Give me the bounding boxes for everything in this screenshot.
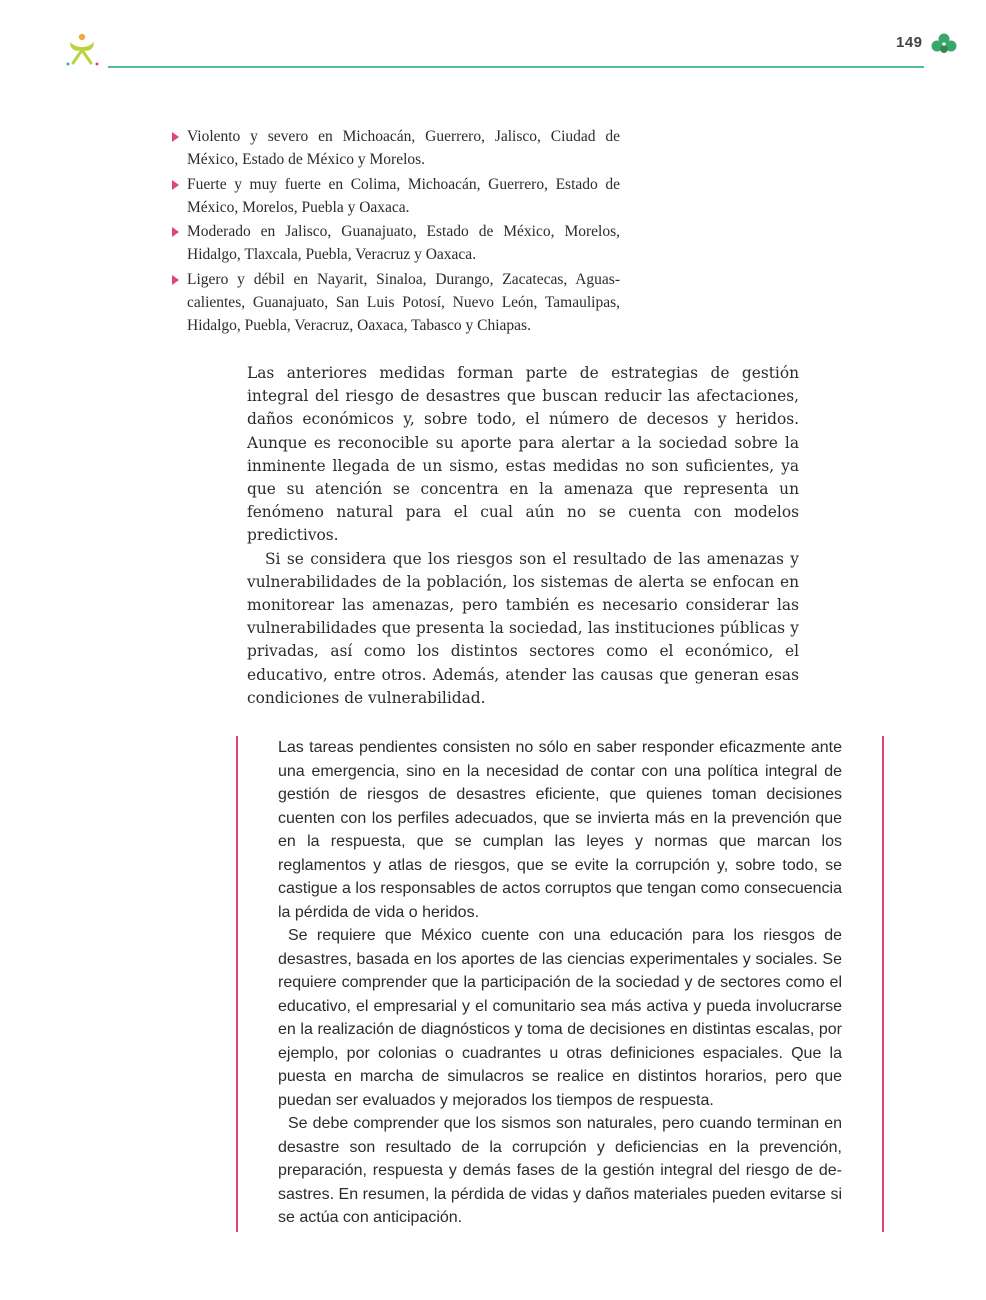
list-item-text: Violento y severo en Michoacán, Guerrero, Jalisco, Ciudad de México, Estado de México y Morelos. xyxy=(187,128,620,168)
triangle-bullet-icon xyxy=(172,275,179,285)
header-rule xyxy=(108,66,924,68)
list-item-text: Ligero y débil en Nayarit, Sinaloa, Durango, Zacatecas, Aguascalientes, Guanajuato, San Luis Potosí, Nuevo León, Tamaulipas, Hidalgo, Puebla, Veracruz, Oaxaca, Tabasco y Chiapas. xyxy=(187,270,620,334)
list-item-text: Moderado en Jalisco, Guanajuato, Estado de México, Morelos, Hidalgo, Tlaxcala, Puebla, Veracruz y Oaxaca. xyxy=(187,223,620,263)
quote-paragraph: Las tareas pendientes consisten no sólo en saber responder eficazmente ante una emergencia, sino en la necesidad de contar con una política integral de gestión de riesgos de desastres eficiente, que quienes toman decisiones cuenten con los perfiles adecuados, que se invierta más en la prevención que en la respuesta, que se cumplan las leyes y normas que marcan los reglamentos y atlas de riesgos, que se evite la corrupción y, sobre todo, se castigue a los responsables de actos corruptos que tengan como consecuencia la pérdida de vida o heridos. xyxy=(278,739,842,921)
body-paragraph: Si se considera que los riesgos son el resultado de las amenazas y vulnerabilidades de la población, los sistemas de alerta se enfocan en monitorear las amenazas, pero también es necesario considerar las vulnerabilidades que presenta la sociedad, las instituciones públicas y privadas, así como los distintos sectores como el económico, el educativo, entre otros. Además, atender las causas que generan esas condiciones de vulnerabilidad. xyxy=(247,549,799,707)
quote-text xyxy=(278,736,842,1230)
quote-left-rule xyxy=(236,736,238,1232)
body-text xyxy=(247,362,799,710)
quote-paragraph: Se debe comprender que los sismos son naturales, pero cuando terminan en desastre son resultado de la corrupción y deficiencias en la prevención, preparación, respuesta y demás fases de la gestión integral del riesgo de desastres. En resumen, la pérdida de vidas y daños materiales pueden evitarse si se actúa con anticipación. xyxy=(278,1115,842,1226)
quote-box xyxy=(236,736,884,1232)
triangle-bullet-icon xyxy=(172,132,179,142)
list-item xyxy=(170,125,620,171)
person-flower-logo-icon xyxy=(62,30,102,70)
list-item xyxy=(170,220,620,266)
quote-right-rule xyxy=(882,736,884,1232)
list-item xyxy=(170,173,620,219)
list-item-text: Fuerte y muy fuerte en Colima, Michoacán, Guerrero, Estado de México, Morelos, Puebla y Oaxaca. xyxy=(187,175,620,216)
page-number: 149 xyxy=(896,34,923,51)
triangle-bullet-icon xyxy=(172,227,179,237)
triangle-bullet-icon xyxy=(172,180,179,190)
clover-icon xyxy=(930,32,958,56)
seismic-intensity-list xyxy=(170,125,620,338)
body-paragraph: Las anteriores medidas forman parte de estrategias de gestión integral del riesgo de desastres que buscan reducir las afectaciones, daños económicos y, sobre todo, el número de decesos y heridos. Aunque es reconocible su aporte para alertar a la sociedad sobre la inminente llegada de un sismo, estas medidas no son suficientes, ya que su atención se concentra en la amenaza que representa un fenómeno natural para el cual aún no se cuenta con modelos predictivos. xyxy=(247,364,799,545)
quote-paragraph: Se requiere que México cuente con una educación para los riesgos de desastres, basada en los aportes de las ciencias experimentales y sociales. Se requiere comprender que la participación de la sociedad y de sectores como el educativo, el empresarial y el comunitario sea más activa y pueda involucrarse en la realización de diagnósticos y toma de decisiones en distintas escalas, por ejemplo, por colonias o cuadrantes u otras definiciones espaciales. Que la puesta en marcha de simulacros se realice en distintos horarios, pero que puedan ser evaluados y mejorados los tiempos de respuesta. xyxy=(278,927,842,1109)
list-item xyxy=(170,268,620,337)
